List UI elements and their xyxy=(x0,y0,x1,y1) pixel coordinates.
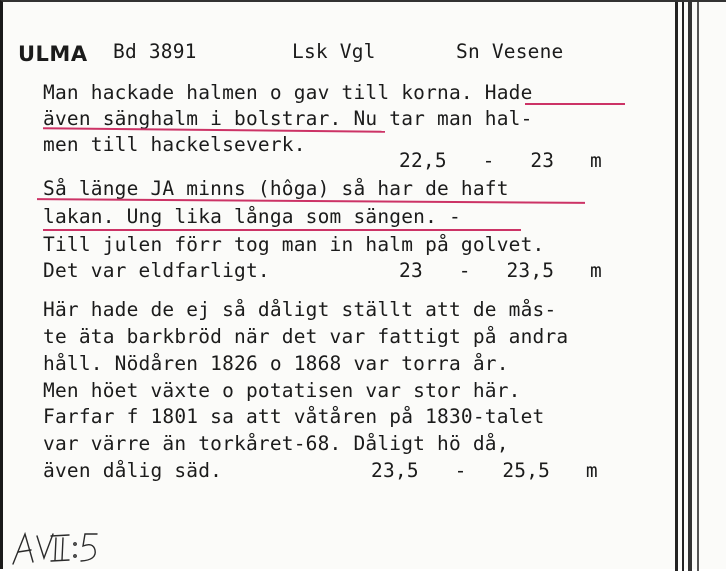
text-line: även sänghalm i bolstrar. Nu tar man hal- xyxy=(43,107,533,130)
text-line: håll. Nödåren 1826 o 1868 var torra år. xyxy=(43,352,509,375)
binding-edge xyxy=(697,2,699,571)
text-line: Här hade de ej så dåligt ställt att de mås- xyxy=(43,298,557,321)
text-line: Så länge JA minns (hôga) så har de haft xyxy=(43,177,509,200)
handwritten-signature-mark xyxy=(11,528,129,568)
depth-measurement: 22,5 - 23 m xyxy=(399,149,602,172)
text-line: även dålig säd. xyxy=(43,459,223,482)
reference-number: Bd 3891 xyxy=(113,40,197,63)
place-name: ULMA xyxy=(18,42,88,66)
binding-edge xyxy=(682,2,684,571)
depth-measurement: 23,5 - 25,5 m xyxy=(371,459,598,482)
text-line: var värre än torkåret-68. Dåligt hö då, xyxy=(43,432,509,455)
binding-edge xyxy=(675,2,678,571)
text-line: Det var eldfarligt. xyxy=(43,259,270,282)
red-underline xyxy=(43,229,521,231)
text-line: Man hackade halmen o gav till korna. Hade xyxy=(43,81,533,104)
locality: Sn Vesene xyxy=(456,40,564,63)
red-underline xyxy=(525,103,625,105)
text-line: te äta barkbröd när det var fattigt på andra xyxy=(43,325,569,348)
text-line: men till hackelseverk. xyxy=(43,133,306,156)
text-line: Till julen förr tog man in halm på golvet. xyxy=(43,233,545,256)
parish-code: Lsk Vgl xyxy=(292,40,376,63)
text-line: lakan. Ung lika långa som sängen. - xyxy=(43,205,461,228)
binding-edge xyxy=(688,2,692,571)
text-line: Men höet växte o potatisen var stor här. xyxy=(43,379,521,402)
text-line: Farfar f 1801 sa att våtåren på 1830-talet xyxy=(43,405,545,428)
depth-measurement: 23 - 23,5 m xyxy=(399,259,602,282)
